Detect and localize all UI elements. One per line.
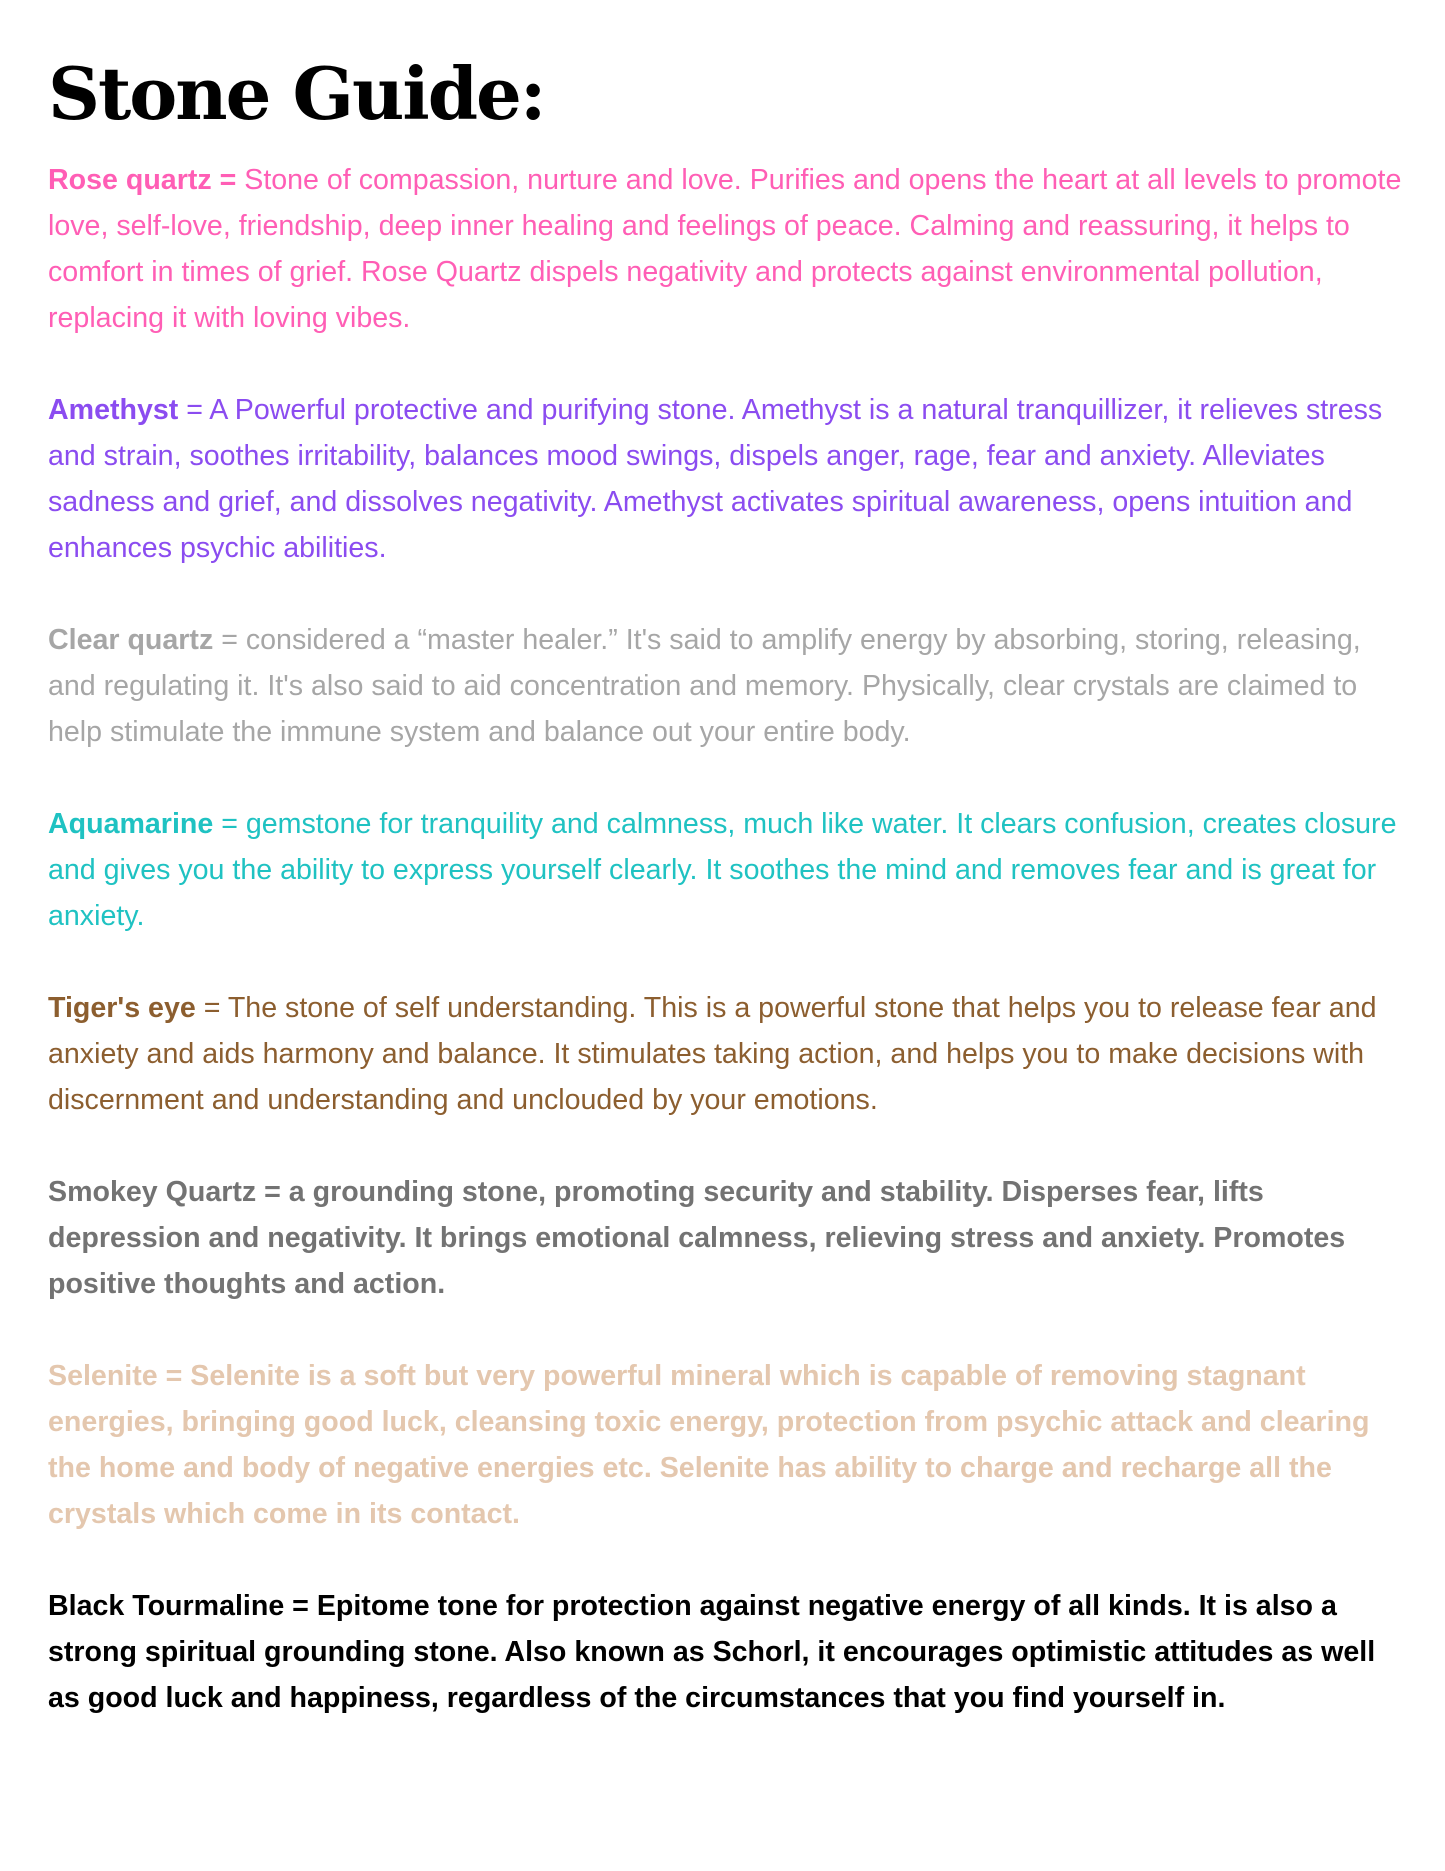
entry-name: Rose quartz = (48, 164, 237, 196)
entry-name: Selenite (48, 1360, 158, 1392)
entry-description: = considered a “master healer.” It's said to amplify energy by absorbing, storing, releasing, and regulating it. It's also said to aid concentration and memory. Physically, clear crystals are claimed to help stimulate the immune system and balance out your entire body. (48, 624, 1361, 748)
entry-description: Stone of compassion, nurture and love. Purifies and opens the heart at all levels to promote love, self-love, friendship, deep inner healing and feelings of peace. Calming and reassuring, it helps to comfort in times of grief. Rose Quartz dispels negativity and protects against environmental pollution, replacing it with loving vibes. (48, 164, 1402, 334)
entry-description: = Epitome tone for protection against negative energy of all kinds. It is also a strong spiritual grounding stone. Also known as Schorl, it encourages optimistic attitudes as well as good luck and happiness, regardless of the circumstances that you find yourself in. (48, 1590, 1376, 1714)
entry-rose-quartz (48, 157, 1408, 341)
entry-tigers-eye (48, 985, 1408, 1123)
page-title: Stone Guide: (48, 51, 545, 136)
entry-description: = The stone of self understanding. This is a powerful stone that helps you to release fear and anxiety and aids harmony and balance. It stimulates taking action, and helps you to make decisions with discernment and understanding and unclouded by your emotions. (48, 992, 1377, 1116)
entry-amethyst (48, 387, 1408, 571)
entry-name: Clear quartz (48, 624, 214, 656)
entry-smokey-quartz (48, 1169, 1408, 1307)
entry-black-tourmaline (48, 1583, 1408, 1721)
entry-description: = A Powerful protective and purifying stone. Amethyst is a natural tranquillizer, it relieves stress and strain, soothes irritability, balances mood swings, dispels anger, rage, fear and anxiety. Alleviates sadness and grief, and dissolves negativity. Amethyst activates spiritual awareness, opens intuition and enhances psychic abilities. (48, 394, 1383, 564)
entry-aquamarine (48, 801, 1408, 939)
entry-name: Black Tourmaline (48, 1590, 285, 1622)
stone-guide-page (48, 51, 1408, 1767)
entry-description: = Selenite is a soft but very powerful mineral which is capable of removing stagnant energies, bringing good luck, cleansing toxic energy, protection from psychic attack and clearing the home and body of negative energies etc. Selenite has ability to charge and recharge all the crystals which come in its contact. (48, 1360, 1370, 1530)
entry-name: Smokey Quartz (48, 1176, 257, 1208)
entry-name: Tiger's eye (48, 992, 196, 1024)
entry-selenite (48, 1353, 1408, 1537)
entry-description: = a grounding stone, promoting security and stability. Disperses fear, lifts depression and negativity. It brings emotional calmness, relieving stress and anxiety. Promotes positive thoughts and action. (48, 1176, 1346, 1300)
entry-name: Amethyst (48, 394, 179, 426)
entry-description: = gemstone for tranquility and calmness, much like water. It clears confusion, creates closure and gives you the ability to express yourself clearly. It soothes the mind and removes fear and is great for anxiety. (48, 808, 1397, 932)
entry-clear-quartz (48, 617, 1408, 755)
entry-name: Aquamarine (48, 808, 214, 840)
